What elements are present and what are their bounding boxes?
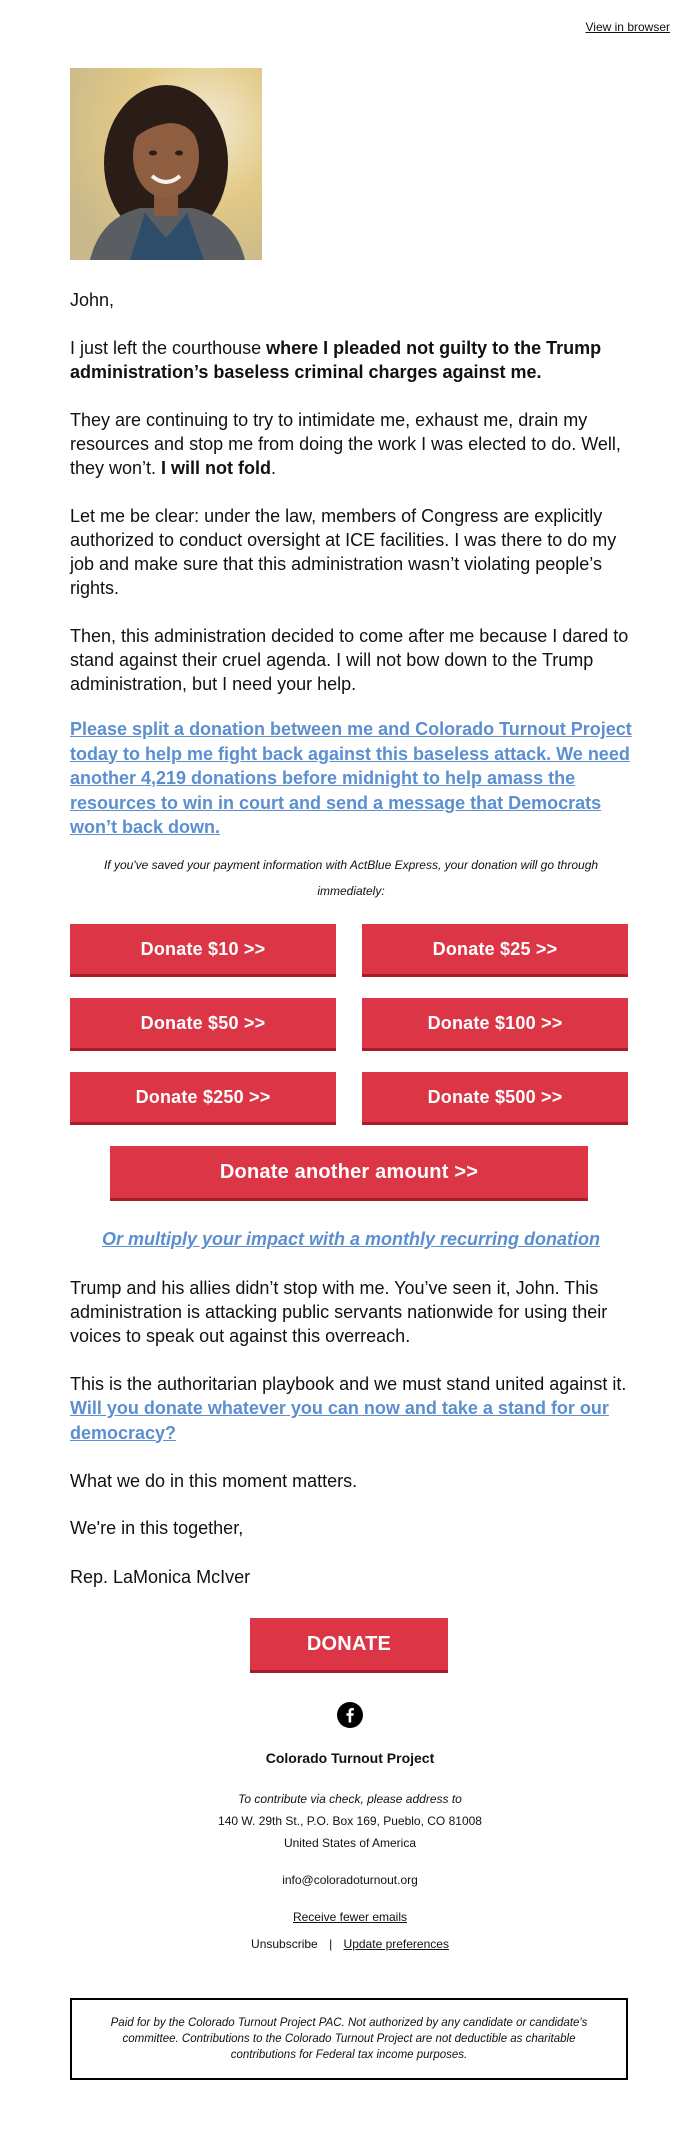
social-row xyxy=(0,1702,700,1733)
greeting-block xyxy=(70,288,632,312)
donate-10-button[interactable]: Donate $10 >> xyxy=(70,924,336,974)
candidate-portrait xyxy=(70,68,262,260)
express-note-block xyxy=(70,852,632,904)
link-separator: | xyxy=(329,1937,333,1951)
p4-text: Then, this administration decided to come after me because I dared to stand against their cruel agenda. I will not bow down to the Trump administration, but I need your help. xyxy=(70,626,629,694)
paragraph-4 xyxy=(70,624,632,696)
donate-25-button[interactable]: Donate $25 >> xyxy=(362,924,628,974)
p7-text: What we do in this moment matters. xyxy=(70,1471,358,1491)
greeting: John, xyxy=(70,290,115,310)
portrait-illustration xyxy=(70,68,262,260)
donate-100-button[interactable]: Donate $100 >> xyxy=(362,998,628,1048)
paid-for-disclaimer xyxy=(70,1998,628,2080)
paragraph-5 xyxy=(70,1276,632,1348)
mailing-address: 140 W. 29th St., P.O. Box 169, Pueblo, CO 81008 xyxy=(218,1814,482,1828)
paragraph-2 xyxy=(70,408,632,480)
check-note: To contribute via check, please address to xyxy=(238,1792,462,1806)
signature: Rep. LaMonica McIver xyxy=(70,1567,251,1587)
receive-fewer-emails-link[interactable]: Receive fewer emails xyxy=(292,1910,408,1924)
p1-text: I just left the courthouse xyxy=(70,338,267,358)
donate-other-amount-button[interactable]: Donate another amount >> xyxy=(110,1146,588,1198)
donation-ask-link[interactable]: Please split a donation between me and Colorado Turnout Project today to help me fight back against this baseless attack. We need another 4,219 donations before midnight to help amass the resources to win in court and send a message that Democrats won’t back down. xyxy=(70,719,632,837)
p3-text: Let me be clear: under the law, members of Congress are explicitly authorized to conduct oversight at ICE facilities. I was there to do my job and make sure that this administration wasn’t violating people’s rights. xyxy=(70,506,617,598)
p8-text: We're in this together, xyxy=(70,1518,244,1538)
donate-50-button[interactable]: Donate $50 >> xyxy=(70,998,336,1048)
receive-fewer-row xyxy=(0,1910,700,1924)
donate-whatever-link[interactable]: Will you donate whatever you can now and take a stand for our democracy? xyxy=(70,1398,609,1443)
signature-block xyxy=(70,1565,632,1589)
unsubscribe-row xyxy=(0,1937,700,1951)
p1-bold: where I pleaded not guilty to the Trump administration’s baseless criminal charges against me. xyxy=(70,338,602,382)
paragraph-7 xyxy=(70,1469,632,1493)
p2-end: . xyxy=(271,458,277,478)
paragraph-1 xyxy=(70,336,632,384)
p2-bold: I will not fold xyxy=(161,458,272,478)
p6-text: This is the authoritarian playbook and we must stand united against it. xyxy=(70,1374,627,1394)
view-in-browser-link[interactable]: View in browser xyxy=(585,20,670,34)
disclaimer-text: Paid for by the Colorado Turnout Project PAC. Not authorized by any candidate or candidate's committee. Contributions to the Colorado Turnout Project are not deductible as charitable contributions for Federal tax income purposes. xyxy=(110,2017,588,2061)
facebook-icon[interactable] xyxy=(337,1702,363,1728)
unsubscribe-link[interactable]: Unsubscribe xyxy=(251,1937,318,1951)
donate-500-button[interactable]: Donate $500 >> xyxy=(362,1072,628,1122)
actblue-express-note: If you've saved your payment information with ActBlue Express, your donation will go through immediately: xyxy=(103,858,599,898)
p5-text: Trump and his allies didn’t stop with me. You’ve seen it, John. This administration is attacking public servants nationwide for using their voices to speak out against this overreach. xyxy=(70,1278,608,1346)
org-name: Colorado Turnout Project xyxy=(265,1750,435,1766)
monthly-donation-link[interactable]: Or multiply your impact with a monthly recurring donation xyxy=(101,1229,601,1249)
p2-text: They are continuing to try to intimidate me, exhaust me, drain my resources and stop me from doing the work I was elected to do. Well, they won’t. xyxy=(70,410,621,478)
paragraph-3 xyxy=(70,504,632,600)
paragraph-6 xyxy=(70,1372,632,1445)
country: United States of America xyxy=(283,1836,417,1850)
paragraph-8 xyxy=(70,1516,632,1540)
donate-cta-button[interactable]: DONATE xyxy=(250,1618,448,1670)
donate-250-button[interactable]: Donate $250 >> xyxy=(70,1072,336,1122)
update-preferences-link[interactable]: Update preferences xyxy=(343,1937,449,1951)
contact-email: info@coloradoturnout.org xyxy=(282,1873,418,1887)
ask-block xyxy=(70,717,632,840)
